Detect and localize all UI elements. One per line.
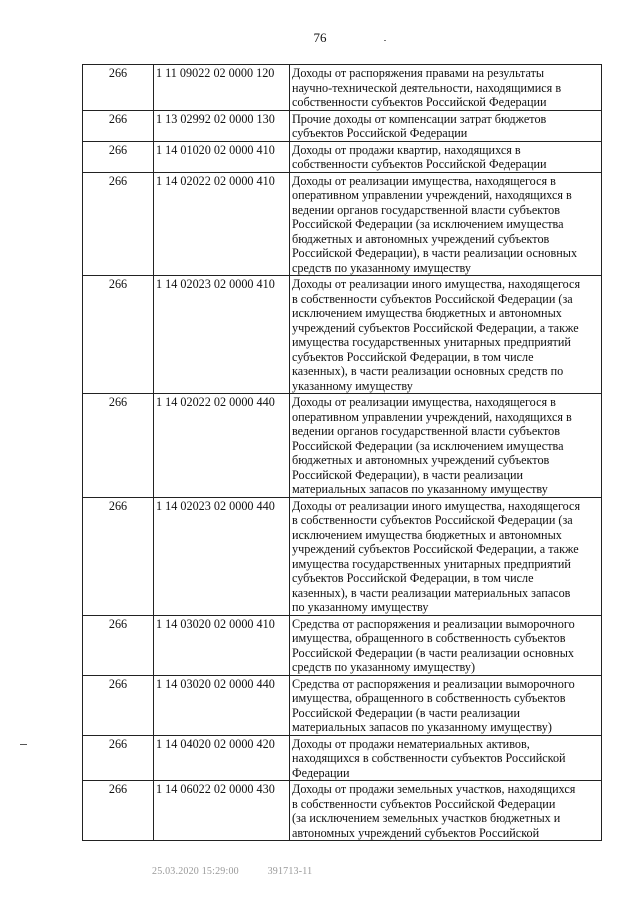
description-cell <box>290 65 602 111</box>
description-line: Доходы от реализации имущества, находящегося в <box>292 173 556 188</box>
table-row <box>83 276 602 394</box>
table-row <box>83 615 602 675</box>
income-code-cell: 1 14 01020 02 0000 410 <box>154 141 290 172</box>
description-line: бюджетных и автономных учреждений субъектов <box>292 453 550 467</box>
description-line: материальных запасов по указанному имуществу) <box>292 720 552 734</box>
description-line: имущества, обращенного в собственность субъектов <box>292 691 566 705</box>
income-code-cell: 1 14 04020 02 0000 420 <box>154 735 290 781</box>
description-line: в собственности субъектов Российской Федерации (за <box>292 513 573 527</box>
description-line: субъектов Российской Федерации, в том числе <box>292 571 534 585</box>
table-row <box>83 781 602 841</box>
table-row <box>83 675 602 735</box>
description-line: оперативном управлении учреждений, находящихся в <box>292 409 572 424</box>
admin-code-cell: 266 <box>83 172 154 276</box>
income-code-cell: 1 13 02992 02 0000 130 <box>154 110 290 141</box>
admin-code-cell: 266 <box>83 675 154 735</box>
description-line: Российской Федерации (за исключением имущества <box>292 438 564 453</box>
description-line: находящихся в собственности субъектов Российской <box>292 751 566 765</box>
income-code-cell: 1 14 06022 02 0000 430 <box>154 781 290 841</box>
admin-code-cell: 266 <box>83 110 154 141</box>
description-cell <box>290 781 602 841</box>
description-line: указанному имуществу <box>292 378 413 393</box>
description-line: в собственности субъектов Российской Федерации <box>292 796 556 811</box>
description-line: Федерации <box>292 765 350 780</box>
description-cell <box>290 735 602 781</box>
income-code-cell: 1 14 03020 02 0000 410 <box>154 615 290 675</box>
description-line: Доходы от распоряжения правами на результаты <box>292 66 545 80</box>
table-row <box>83 141 602 172</box>
description-line: научно-технической деятельности, находящимися в <box>292 80 562 95</box>
admin-code-cell: 266 <box>83 497 154 615</box>
description-line: Российской Федерации), в части реализации <box>292 467 524 482</box>
table-body <box>83 65 602 841</box>
description-line: Доходы от продажи квартир, находящихся в <box>292 142 521 157</box>
description-cell <box>290 497 602 615</box>
description-cell <box>290 141 602 172</box>
admin-code-cell: 266 <box>83 781 154 841</box>
description-line: средств по указанному имуществу) <box>292 660 476 674</box>
description-line: бюджетных и автономных учреждений субъектов <box>292 231 550 246</box>
description-line: оперативном управлении учреждений, находящихся в <box>292 188 572 202</box>
admin-code-cell: 266 <box>83 276 154 394</box>
admin-code-cell: 266 <box>83 141 154 172</box>
income-code-cell: 1 14 02023 02 0000 440 <box>154 497 290 615</box>
description-line: Доходы от продажи земельных участков, находящихся <box>292 782 576 796</box>
admin-code-cell: 266 <box>83 65 154 111</box>
description-line: учреждений субъектов Российской Федерации, а также <box>292 320 579 335</box>
table-row <box>83 172 602 276</box>
description-line: Доходы от реализации имущества, находящегося в <box>292 395 556 409</box>
footer-timestamp: 25.03.2020 15:29:00 <box>152 866 239 877</box>
description-line: материальных запасов по указанному имуществу <box>292 482 548 496</box>
description-line: ведении органов государственной власти субъектов <box>292 424 561 438</box>
description-line: собственности субъектов Российской Федерации <box>292 157 547 171</box>
description-cell <box>290 675 602 735</box>
description-cell <box>290 172 602 276</box>
income-code-cell: 1 14 02022 02 0000 410 <box>154 172 290 276</box>
description-cell <box>290 110 602 141</box>
description-cell <box>290 615 602 675</box>
table-row <box>83 735 602 781</box>
description-line: казенных), в части реализации материальных запасов <box>292 585 571 600</box>
description-line: имущества государственных унитарных предприятий <box>292 335 571 349</box>
income-code-cell: 1 11 09022 02 0000 120 <box>154 65 290 111</box>
income-code-cell: 1 14 03020 02 0000 440 <box>154 675 290 735</box>
admin-code-cell: 266 <box>83 735 154 781</box>
page-number: 76 <box>313 30 327 45</box>
description-cell <box>290 276 602 394</box>
table-row <box>83 65 602 111</box>
description-line: Доходы от реализации иного имущества, находящегося <box>292 498 581 513</box>
description-line: (за исключением земельных участков бюджетных и <box>292 811 561 825</box>
scan-speck <box>384 40 386 41</box>
description-line: по указанному имуществу <box>292 600 429 614</box>
description-line: Российской Федерации), в части реализации основных <box>292 246 578 260</box>
description-line: собственности субъектов Российской Федерации <box>292 95 547 109</box>
description-line: автономных учреждений субъектов Российской <box>292 825 540 840</box>
margin-mark <box>20 744 27 745</box>
description-line: исключением имущества бюджетных и автономных <box>292 306 562 320</box>
description-line: имущества государственных унитарных предприятий <box>292 556 571 571</box>
description-line: Прочие доходы от компенсации затрат бюджетов <box>292 111 547 126</box>
footer-doc-id: 391713-11 <box>267 866 313 877</box>
description-line: в собственности субъектов Российской Федерации (за <box>292 291 573 306</box>
description-line: Российской Федерации (в части реализации основных <box>292 645 575 660</box>
description-line: субъектов Российской Федерации <box>292 126 468 140</box>
description-line: Средства от распоряжения и реализации выморочного <box>292 616 575 631</box>
page-footer <box>152 866 338 877</box>
description-line: средств по указанному имуществу <box>292 260 471 275</box>
description-line: исключением имущества бюджетных и автономных <box>292 527 562 542</box>
description-line: Доходы от реализации иного имущества, находящегося <box>292 277 581 291</box>
table-row <box>83 110 602 141</box>
table-row <box>83 394 602 498</box>
income-codes-table <box>82 64 602 841</box>
description-line: имущества, обращенного в собственность субъектов <box>292 631 566 645</box>
description-line: учреждений субъектов Российской Федерации, а также <box>292 542 579 556</box>
description-cell <box>290 394 602 498</box>
description-line: Доходы от продажи нематериальных активов, <box>292 736 530 751</box>
table-row <box>83 497 602 615</box>
description-line: Российской Федерации (за исключением имущества <box>292 217 564 231</box>
description-line: ведении органов государственной власти субъектов <box>292 202 561 217</box>
admin-code-cell: 266 <box>83 615 154 675</box>
description-line: Российской Федерации (в части реализации <box>292 705 520 720</box>
description-line: субъектов Российской Федерации, в том числе <box>292 349 534 364</box>
income-code-cell: 1 14 02022 02 0000 440 <box>154 394 290 498</box>
description-line: Средства от распоряжения и реализации выморочного <box>292 676 575 691</box>
description-line: казенных), в части реализации основных средств по <box>292 364 564 378</box>
income-code-cell: 1 14 02023 02 0000 410 <box>154 276 290 394</box>
admin-code-cell: 266 <box>83 394 154 498</box>
